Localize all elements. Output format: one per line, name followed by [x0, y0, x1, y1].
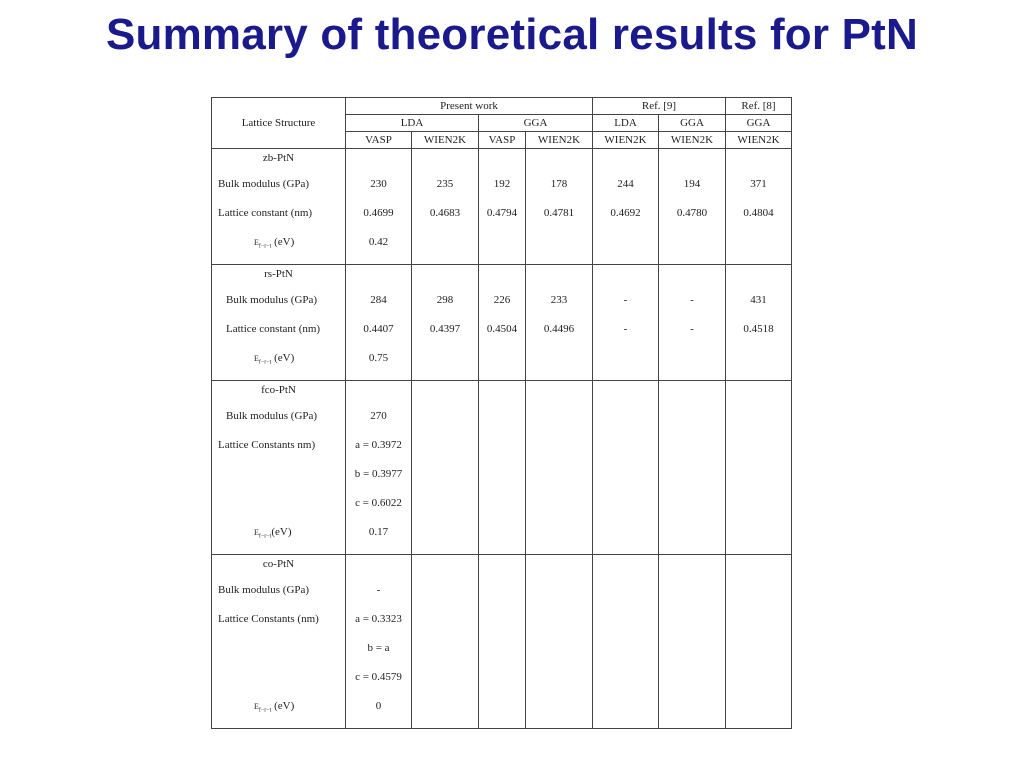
- lattice-structure-header: Lattice Structure: [212, 98, 346, 149]
- row-label: Bulk modulus (GPa): [212, 177, 346, 206]
- table-cell: 0.4781: [526, 206, 593, 235]
- table-cell: 0.17: [346, 525, 412, 555]
- structure-name: co-PtN: [212, 555, 346, 584]
- method-header: GGA: [726, 115, 792, 132]
- table-cell: -: [593, 293, 659, 322]
- table-row: [212, 525, 792, 555]
- table-cell: 0.4397: [412, 322, 479, 351]
- table-cell: 194: [659, 177, 726, 206]
- code-header: VASP: [479, 132, 526, 149]
- method-header: GGA: [659, 115, 726, 132]
- table-cell: 178: [526, 177, 593, 206]
- table-row: [212, 496, 792, 525]
- table-row: [212, 293, 792, 322]
- row-label: Lattice constant (nm): [212, 322, 346, 351]
- table-cell: 0.4794: [479, 206, 526, 235]
- table-cell: 0.4407: [346, 322, 412, 351]
- structure-name: fco-PtN: [212, 381, 346, 410]
- row-label: Bulk modulus (GPa): [212, 293, 346, 322]
- table-cell: 0.4804: [726, 206, 792, 235]
- table-cell: 244: [593, 177, 659, 206]
- table-row: [212, 641, 792, 670]
- table-cell: 0.75: [346, 351, 412, 381]
- table-cell: c = 0.4579: [346, 670, 412, 699]
- method-header: LDA: [593, 115, 659, 132]
- table-cell: 0.4518: [726, 322, 792, 351]
- table-row: [212, 409, 792, 438]
- table-cell: -: [659, 322, 726, 351]
- structure-name: zb-PtN: [212, 149, 346, 178]
- table-cell: 233: [526, 293, 593, 322]
- table-row: [212, 583, 792, 612]
- table-cell: 298: [412, 293, 479, 322]
- table-row: [212, 235, 792, 265]
- table-cell: 226: [479, 293, 526, 322]
- table-cell: 270: [346, 409, 412, 438]
- table-cell: b = a: [346, 641, 412, 670]
- table-cell: 0: [346, 699, 412, 729]
- code-header: WIEN2K: [659, 132, 726, 149]
- energy-symbol: $E_{f-r-t}$: [254, 354, 272, 366]
- code-header: VASP: [346, 132, 412, 149]
- energy-symbol: $E_{f-r-t}$: [254, 238, 272, 250]
- table-cell: 431: [726, 293, 792, 322]
- group-header-present-work: Present work: [346, 98, 593, 115]
- table-row: [212, 670, 792, 699]
- row-label: Lattice constant (nm): [212, 206, 346, 235]
- table-cell: b = 0.3977: [346, 467, 412, 496]
- table-row: [212, 555, 792, 584]
- row-label: Lattice Constants nm): [212, 438, 346, 467]
- table-row: [212, 351, 792, 381]
- method-header: GGA: [479, 115, 593, 132]
- table-row: [212, 438, 792, 467]
- table-cell: 0.4504: [479, 322, 526, 351]
- table-cell: -: [659, 293, 726, 322]
- table-cell: 0.4699: [346, 206, 412, 235]
- code-header: WIEN2K: [593, 132, 659, 149]
- group-header-ref9: Ref. [9]: [593, 98, 726, 115]
- row-label: Bulk modulus (GPa): [212, 583, 346, 612]
- table-cell: 284: [346, 293, 412, 322]
- energy-symbol: $E_{f-r-t}$: [254, 702, 272, 714]
- code-header: WIEN2K: [412, 132, 479, 149]
- energy-label: $E_{f-r-t}(eV)$: [212, 525, 346, 555]
- structure-name: rs-PtN: [212, 265, 346, 294]
- table-cell: 230: [346, 177, 412, 206]
- results-table: [211, 97, 792, 729]
- table-cell: a = 0.3972: [346, 438, 412, 467]
- code-header: WIEN2K: [526, 132, 593, 149]
- table-cell: 0.42: [346, 235, 412, 265]
- table-row: [212, 177, 792, 206]
- method-header: LDA: [346, 115, 479, 132]
- table-cell: 371: [726, 177, 792, 206]
- table-cell: -: [593, 322, 659, 351]
- table-cell: c = 0.6022: [346, 496, 412, 525]
- table-cell: 235: [412, 177, 479, 206]
- energy-symbol: $E_{f-r-t}$: [254, 528, 272, 540]
- group-header-ref8: Ref. [8]: [726, 98, 792, 115]
- table-row: [212, 612, 792, 641]
- row-label: Bulk modulus (GPa): [212, 409, 346, 438]
- energy-label: $E_{f-r-t}$ (eV): [212, 235, 346, 265]
- table-row: [212, 206, 792, 235]
- energy-label: $E_{f-r-t}$ (eV): [212, 351, 346, 381]
- energy-label: $E_{f-r-t}$ (eV): [212, 699, 346, 729]
- table-row: [212, 699, 792, 729]
- table-row: [212, 322, 792, 351]
- table-cell: 192: [479, 177, 526, 206]
- table-row: [212, 265, 792, 294]
- slide-title: Summary of theoretical results for PtN: [105, 10, 919, 59]
- table-cell: -: [346, 583, 412, 612]
- table-cell: 0.4692: [593, 206, 659, 235]
- table-cell: 0.4780: [659, 206, 726, 235]
- table-cell: 0.4496: [526, 322, 593, 351]
- code-header: WIEN2K: [726, 132, 792, 149]
- table-cell: a = 0.3323: [346, 612, 412, 641]
- table-cell: 0.4683: [412, 206, 479, 235]
- table-row: [212, 467, 792, 496]
- row-label: Lattice Constants (nm): [212, 612, 346, 641]
- table-row: [212, 149, 792, 178]
- table-row: [212, 381, 792, 410]
